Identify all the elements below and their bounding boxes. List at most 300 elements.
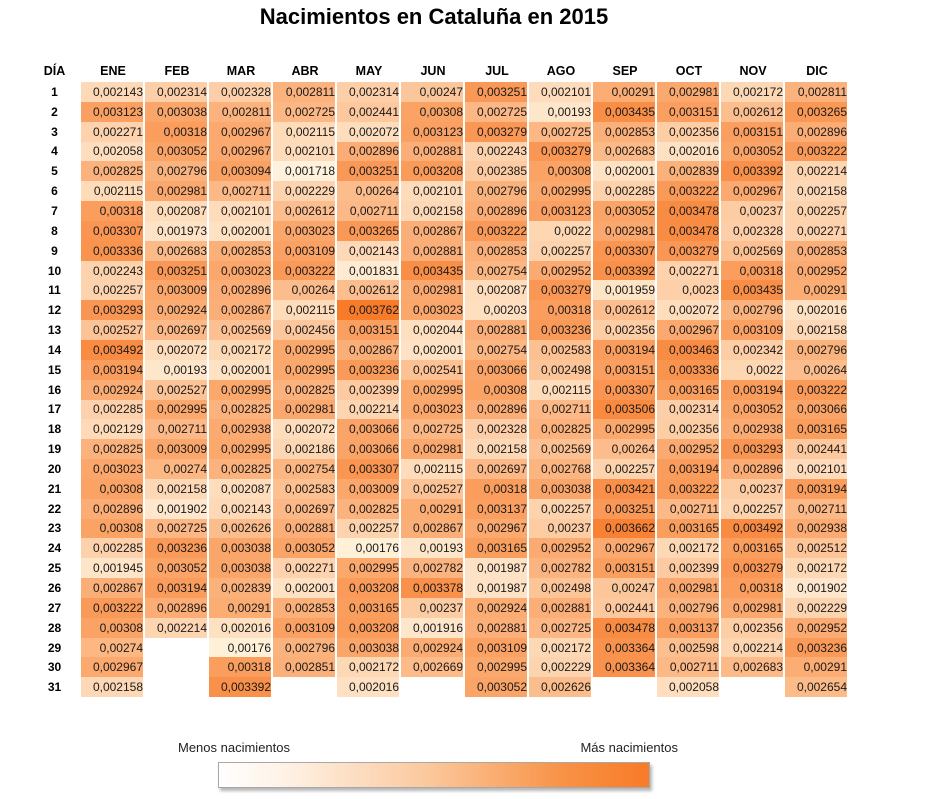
heatmap-cell: 0,001987 (465, 558, 529, 578)
heatmap-cell: 0,003094 (209, 161, 273, 181)
heatmap-cell: 0,003194 (657, 459, 721, 479)
table-row (28, 181, 849, 201)
heatmap-cell: 0,002158 (785, 181, 849, 201)
table-row (28, 519, 849, 539)
heatmap-cell: 0,003222 (785, 142, 849, 162)
heatmap-cell: 0,002016 (785, 300, 849, 320)
heatmap-cell: 0,002314 (145, 82, 209, 102)
heatmap-cell: 0,003109 (273, 618, 337, 638)
heatmap-cell: 0,002853 (593, 122, 657, 142)
heatmap-cell: 0,002356 (657, 122, 721, 142)
heatmap-cell: 0,002896 (337, 142, 401, 162)
heatmap-cell: 0,002995 (593, 419, 657, 439)
heatmap-cell (145, 657, 209, 677)
heatmap-cell: 0,002243 (465, 142, 529, 162)
heatmap-cell: 0,002016 (209, 618, 273, 638)
heatmap-cell: 0,002527 (145, 380, 209, 400)
heatmap-cell: 0,002851 (273, 657, 337, 677)
heatmap-cell: 0,002598 (657, 638, 721, 658)
heatmap-cell: 0,002938 (209, 419, 273, 439)
heatmap-cell: 0,002214 (721, 638, 785, 658)
heatmap-cell: 0,002172 (529, 638, 593, 658)
heatmap-cell: 0,00308 (81, 519, 145, 539)
heatmap-cell: 0,002697 (273, 499, 337, 519)
heatmap-cell: 0,00264 (593, 439, 657, 459)
table-row (28, 439, 849, 459)
heatmap-cell: 0,002214 (337, 400, 401, 420)
heatmap-cell: 0,001987 (465, 578, 529, 598)
day-label: 4 (51, 144, 58, 159)
heatmap-cell: 0,002725 (529, 122, 593, 142)
heatmap-cell: 0,003279 (529, 142, 593, 162)
heatmap-cell: 0,002285 (593, 181, 657, 201)
day-column-header: DÍA (43, 63, 66, 78)
heatmap-cell: 0,002257 (785, 201, 849, 221)
page-title: Nacimientos en Cataluña en 2015 (259, 4, 609, 29)
heatmap-cell: 0,003392 (209, 677, 273, 697)
heatmap-cell: 0,002441 (593, 598, 657, 618)
day-label: 12 (47, 303, 62, 318)
heatmap-cell: 0,002172 (657, 538, 721, 558)
heatmap-cell: 0,00318 (529, 300, 593, 320)
heatmap-cell: 0,002257 (529, 241, 593, 261)
heatmap-cell: 0,002881 (401, 241, 465, 261)
day-label: 15 (47, 362, 62, 377)
heatmap-cell: 0,002839 (657, 161, 721, 181)
day-label: 10 (47, 263, 62, 278)
heatmap-cell: 0,003066 (337, 439, 401, 459)
heatmap-cell: 0,002257 (593, 459, 657, 479)
day-label: 8 (51, 223, 58, 238)
heatmap-cell: 0,00308 (81, 618, 145, 638)
heatmap-cell: 0,002825 (529, 419, 593, 439)
heatmap-cell: 0,00291 (209, 598, 273, 618)
heatmap-cell: 0,002527 (81, 320, 145, 340)
heatmap-cell: 0,002342 (721, 340, 785, 360)
heatmap-cell: 0,002356 (593, 320, 657, 340)
heatmap-cell: 0,002924 (81, 380, 145, 400)
month-header: FEB (164, 63, 190, 78)
heatmap-cell: 0,00193 (145, 360, 209, 380)
heatmap-cell: 0,002172 (209, 340, 273, 360)
table-row (28, 221, 849, 241)
heatmap-cell: 0,002612 (337, 280, 401, 300)
heatmap-cell: 0,002967 (209, 142, 273, 162)
month-header: AGO (546, 63, 576, 78)
heatmap-cell (721, 677, 785, 697)
heatmap-cell: 0,00291 (401, 499, 465, 519)
heatmap-cell: 0,003109 (721, 320, 785, 340)
heatmap-cell: 0,002754 (465, 340, 529, 360)
heatmap-cell: 0,002853 (465, 241, 529, 261)
heatmap-cell: 0,003435 (401, 261, 465, 281)
heatmap-cell: 0,002981 (657, 578, 721, 598)
heatmap-cell: 0,002967 (721, 181, 785, 201)
heatmap-cell: 0,003251 (593, 499, 657, 519)
heatmap-cell: 0,002995 (337, 558, 401, 578)
heatmap-cell: 0,003194 (721, 380, 785, 400)
table-row (28, 400, 849, 420)
heatmap-cell: 0,002456 (273, 320, 337, 340)
day-label: 9 (51, 243, 58, 258)
month-header: OCT (675, 63, 703, 78)
heatmap-cell: 0,002782 (529, 558, 593, 578)
heatmap-cell: 0,003762 (337, 300, 401, 320)
heatmap-cell: 0,003151 (337, 320, 401, 340)
heatmap-cell: 0,002498 (529, 578, 593, 598)
heatmap-cell: 0,002938 (785, 519, 849, 539)
day-label: 7 (51, 203, 58, 218)
table-row (28, 261, 849, 281)
day-label: 5 (51, 164, 58, 179)
heatmap-cell: 0,002158 (465, 439, 529, 459)
heatmap-cell: 0,00318 (145, 122, 209, 142)
table-row (28, 558, 849, 578)
heatmap-cell: 0,002711 (529, 400, 593, 420)
heatmap-cell: 0,001973 (145, 221, 209, 241)
heatmap-cell: 0,002967 (81, 657, 145, 677)
heatmap-cell: 0,002101 (401, 181, 465, 201)
heatmap-cell: 0,002967 (465, 519, 529, 539)
heatmap-cell: 0,003038 (529, 479, 593, 499)
heatmap-cell: 0,002016 (657, 142, 721, 162)
heatmap-cell: 0,002896 (465, 201, 529, 221)
heatmap-cell: 0,003492 (81, 340, 145, 360)
heatmap-cell: 0,002725 (145, 519, 209, 539)
heatmap-cell: 0,002952 (785, 618, 849, 638)
heatmap-cell: 0,002782 (401, 558, 465, 578)
table-row (28, 280, 849, 300)
heatmap-cell: 0,002825 (273, 380, 337, 400)
heatmap-cell: 0,002072 (273, 419, 337, 439)
heatmap-cell: 0,002853 (785, 241, 849, 261)
heatmap-cell: 0,002072 (657, 300, 721, 320)
heatmap-cell: 0,002583 (273, 479, 337, 499)
heatmap-cell: 0,002058 (81, 142, 145, 162)
legend-min-label: Menos nacimientos (178, 740, 290, 755)
heatmap-cell: 0,003109 (465, 638, 529, 658)
heatmap-cell: 0,003151 (593, 558, 657, 578)
heatmap-cell: 0,002512 (785, 538, 849, 558)
heatmap-cell: 0,003236 (145, 538, 209, 558)
heatmap-cell: 0,002314 (657, 400, 721, 420)
heatmap-cell: 0,003236 (785, 638, 849, 658)
day-label: 6 (51, 184, 58, 199)
heatmap-cell: 0,002995 (209, 380, 273, 400)
heatmap-cell: 0,003279 (657, 241, 721, 261)
table-row (28, 499, 849, 519)
heatmap-cell: 0,002896 (209, 280, 273, 300)
heatmap-cell: 0,002867 (81, 578, 145, 598)
heatmap-cell: 0,003194 (785, 479, 849, 499)
heatmap-cell: 0,002896 (81, 499, 145, 519)
heatmap-cell: 0,002796 (721, 300, 785, 320)
table-row (28, 360, 849, 380)
heatmap-cell: 0,001718 (273, 161, 337, 181)
heatmap-cell: 0,002129 (81, 419, 145, 439)
heatmap-cell: 0,003038 (145, 102, 209, 122)
heatmap-cell: 0,002569 (721, 241, 785, 261)
day-label: 19 (47, 442, 62, 457)
table-row (28, 201, 849, 221)
heatmap-cell: 0,002087 (465, 280, 529, 300)
heatmap-cell: 0,00318 (209, 657, 273, 677)
heatmap-cell: 0,002725 (529, 618, 593, 638)
heatmap-cell: 0,002711 (337, 201, 401, 221)
heatmap-cell: 0,003378 (401, 578, 465, 598)
heatmap-cell: 0,003222 (785, 380, 849, 400)
heatmap-cell: 0,002527 (401, 479, 465, 499)
heatmap-cell: 0,002328 (465, 419, 529, 439)
heatmap-cell: 0,003279 (465, 122, 529, 142)
heatmap-cell: 0,002143 (81, 82, 145, 102)
heatmap-cell: 0,003222 (657, 181, 721, 201)
heatmap-cell: 0,003251 (145, 261, 209, 281)
heatmap-cell: 0,002143 (337, 241, 401, 261)
table-row (28, 241, 849, 261)
heatmap-cell: 0,003251 (337, 161, 401, 181)
heatmap-cell: 0,002896 (145, 598, 209, 618)
heatmap-cell: 0,002952 (785, 261, 849, 281)
births-heatmap-table (28, 59, 849, 697)
heatmap-cell: 0,001916 (401, 618, 465, 638)
heatmap-cell: 0,003435 (721, 280, 785, 300)
heatmap-cell: 0,002186 (273, 439, 337, 459)
heatmap-cell: 0,002044 (401, 320, 465, 340)
heatmap-cell: 0,002896 (721, 459, 785, 479)
heatmap-cell: 0,002385 (465, 161, 529, 181)
day-label: 17 (47, 402, 62, 417)
heatmap-cell: 0,003165 (721, 538, 785, 558)
heatmap-cell: 0,00291 (785, 280, 849, 300)
heatmap-cell: 0,002498 (529, 360, 593, 380)
heatmap-cell: 0,003123 (81, 102, 145, 122)
heatmap-cell: 0,002683 (593, 142, 657, 162)
heatmap-cell: 0,001902 (145, 499, 209, 519)
heatmap-cell: 0,002825 (337, 499, 401, 519)
day-label: 20 (47, 461, 62, 476)
day-label: 22 (47, 501, 62, 516)
day-label: 27 (47, 600, 62, 615)
heatmap-cell: 0,002229 (785, 598, 849, 618)
heatmap-cell: 0,002541 (401, 360, 465, 380)
heatmap-cell: 0,002101 (785, 459, 849, 479)
heatmap-cell: 0,00264 (785, 360, 849, 380)
heatmap-cell: 0,00203 (465, 300, 529, 320)
heatmap-cell: 0,0023 (657, 280, 721, 300)
heatmap-cell: 0,002995 (401, 380, 465, 400)
table-row (28, 102, 849, 122)
heatmap-cell: 0,002896 (785, 122, 849, 142)
heatmap-cell: 0,002583 (529, 340, 593, 360)
heatmap-cell: 0,00308 (81, 479, 145, 499)
day-label: 21 (47, 481, 62, 496)
heatmap-cell: 0,003208 (401, 161, 465, 181)
heatmap-cell: 0,002115 (273, 300, 337, 320)
heatmap-cell: 0,002924 (465, 598, 529, 618)
heatmap-cell: 0,003222 (465, 221, 529, 241)
heatmap-cell: 0,002214 (145, 618, 209, 638)
heatmap-cell: 0,002711 (209, 181, 273, 201)
color-gradient-bar (218, 762, 650, 788)
heatmap-body (28, 82, 849, 697)
heatmap-cell: 0,003662 (593, 519, 657, 539)
table-row (28, 340, 849, 360)
table-row (28, 320, 849, 340)
heatmap-cell: 0,003478 (657, 201, 721, 221)
day-label: 11 (48, 283, 61, 298)
heatmap-cell: 0,002952 (529, 261, 593, 281)
heatmap-cell: 0,002612 (593, 300, 657, 320)
heatmap-cell: 0,002825 (81, 439, 145, 459)
heatmap-cell: 0,002172 (785, 558, 849, 578)
heatmap-cell: 0,002967 (593, 538, 657, 558)
heatmap-cell: 0,002881 (273, 519, 337, 539)
heatmap-cell: 0,002172 (337, 657, 401, 677)
day-label: 24 (47, 541, 62, 556)
heatmap-cell: 0,002853 (273, 598, 337, 618)
heatmap-cell: 0,002356 (721, 618, 785, 638)
table-row (28, 419, 849, 439)
heatmap-cell: 0,002754 (465, 261, 529, 281)
heatmap-cell: 0,003066 (337, 419, 401, 439)
heatmap-cell: 0,002924 (401, 638, 465, 658)
heatmap-cell: 0,002115 (81, 181, 145, 201)
heatmap-cell: 0,002058 (657, 677, 721, 697)
heatmap-cell: 0,003435 (593, 102, 657, 122)
table-row (28, 618, 849, 638)
heatmap-cell: 0,002001 (593, 161, 657, 181)
heatmap-cell: 0,0022 (529, 221, 593, 241)
heatmap-cell: 0,00247 (593, 578, 657, 598)
heatmap-cell: 0,003336 (657, 360, 721, 380)
heatmap-cell: 0,003052 (145, 558, 209, 578)
heatmap-cell: 0,002924 (145, 300, 209, 320)
heatmap-cell: 0,003236 (337, 360, 401, 380)
heatmap-header-row (28, 59, 849, 82)
heatmap-cell: 0,00176 (337, 538, 401, 558)
heatmap-cell: 0,003023 (209, 261, 273, 281)
heatmap-cell: 0,00237 (401, 598, 465, 618)
heatmap-cell: 0,003052 (593, 201, 657, 221)
heatmap-cell: 0,003123 (529, 201, 593, 221)
heatmap-cell: 0,003222 (81, 598, 145, 618)
heatmap-cell: 0,002825 (209, 400, 273, 420)
heatmap-cell: 0,002214 (785, 161, 849, 181)
day-label: 28 (47, 620, 62, 635)
heatmap-cell: 0,002952 (657, 439, 721, 459)
heatmap-cell: 0,002001 (209, 360, 273, 380)
heatmap-cell: 0,002995 (529, 181, 593, 201)
heatmap-cell: 0,002115 (529, 380, 593, 400)
heatmap-cell: 0,002711 (145, 419, 209, 439)
heatmap-cell: 0,003151 (721, 122, 785, 142)
heatmap-cell: 0,003066 (785, 400, 849, 420)
heatmap-cell: 0,00318 (721, 261, 785, 281)
heatmap-cell: 0,002257 (529, 499, 593, 519)
heatmap-cell: 0,003052 (721, 142, 785, 162)
month-header: MAR (226, 63, 256, 78)
heatmap-cell: 0,00247 (401, 82, 465, 102)
day-label: 1 (51, 84, 58, 99)
heatmap-cell: 0,002314 (337, 82, 401, 102)
heatmap-cell: 0,002697 (145, 320, 209, 340)
heatmap-cell: 0,003009 (337, 479, 401, 499)
heatmap-cell: 0,002796 (145, 161, 209, 181)
heatmap-cell: 0,002001 (209, 221, 273, 241)
heatmap-cell: 0,002995 (209, 439, 273, 459)
heatmap-cell: 0,002995 (145, 400, 209, 420)
heatmap-cell: 0,002257 (337, 519, 401, 539)
table-row (28, 142, 849, 162)
heatmap-cell: 0,003165 (657, 519, 721, 539)
heatmap-cell: 0,002981 (401, 280, 465, 300)
heatmap-cell: 0,002271 (657, 261, 721, 281)
heatmap-cell: 0,002967 (209, 122, 273, 142)
heatmap-cell: 0,003165 (785, 419, 849, 439)
heatmap-cell: 0,003364 (593, 657, 657, 677)
heatmap-cell: 0,003165 (657, 380, 721, 400)
heatmap-cell: 0,003392 (593, 261, 657, 281)
heatmap-cell: 0,002158 (145, 479, 209, 499)
heatmap-cell: 0,003151 (657, 102, 721, 122)
table-row (28, 538, 849, 558)
heatmap-cell: 0,003421 (593, 479, 657, 499)
heatmap-cell: 0,003023 (401, 400, 465, 420)
heatmap-cell: 0,002087 (209, 479, 273, 499)
heatmap-cell: 0,003506 (593, 400, 657, 420)
heatmap-cell: 0,002995 (465, 657, 529, 677)
heatmap-cell: 0,003165 (465, 538, 529, 558)
heatmap-cell: 0,002115 (273, 122, 337, 142)
heatmap-cell: 0,003165 (337, 598, 401, 618)
heatmap-cell: 0,003137 (657, 618, 721, 638)
day-label: 13 (47, 323, 62, 338)
heatmap-cell: 0,00264 (273, 280, 337, 300)
day-label: 23 (47, 521, 62, 536)
heatmap-cell (593, 677, 657, 697)
heatmap-cell: 0,002952 (529, 538, 593, 558)
heatmap-cell: 0,002654 (785, 677, 849, 697)
month-header: ABR (291, 63, 319, 78)
heatmap-cell: 0,002981 (401, 439, 465, 459)
month-header: JUN (420, 63, 446, 78)
heatmap-cell: 0,002981 (273, 400, 337, 420)
heatmap-cell: 0,002995 (273, 340, 337, 360)
heatmap-cell: 0,002172 (721, 82, 785, 102)
heatmap-cell: 0,002101 (209, 201, 273, 221)
heatmap-cell: 0,002811 (209, 102, 273, 122)
heatmap-cell: 0,002441 (785, 439, 849, 459)
heatmap-cell: 0,003151 (593, 360, 657, 380)
heatmap-cell: 0,00308 (529, 161, 593, 181)
heatmap-cell: 0,002811 (785, 82, 849, 102)
heatmap-cell: 0,003236 (529, 320, 593, 340)
heatmap-cell: 0,00237 (529, 519, 593, 539)
heatmap-cell: 0,0022 (721, 360, 785, 380)
heatmap-cell: 0,002981 (145, 181, 209, 201)
day-label: 26 (47, 581, 62, 596)
heatmap-cell: 0,002796 (273, 638, 337, 658)
heatmap-cell: 0,002796 (657, 598, 721, 618)
heatmap-cell: 0,003307 (81, 221, 145, 241)
heatmap-cell: 0,002271 (273, 558, 337, 578)
heatmap-cell (401, 677, 465, 697)
heatmap-cell: 0,00274 (145, 459, 209, 479)
heatmap-cell: 0,002867 (209, 300, 273, 320)
heatmap-cell: 0,003194 (145, 578, 209, 598)
heatmap-cell: 0,003265 (785, 102, 849, 122)
